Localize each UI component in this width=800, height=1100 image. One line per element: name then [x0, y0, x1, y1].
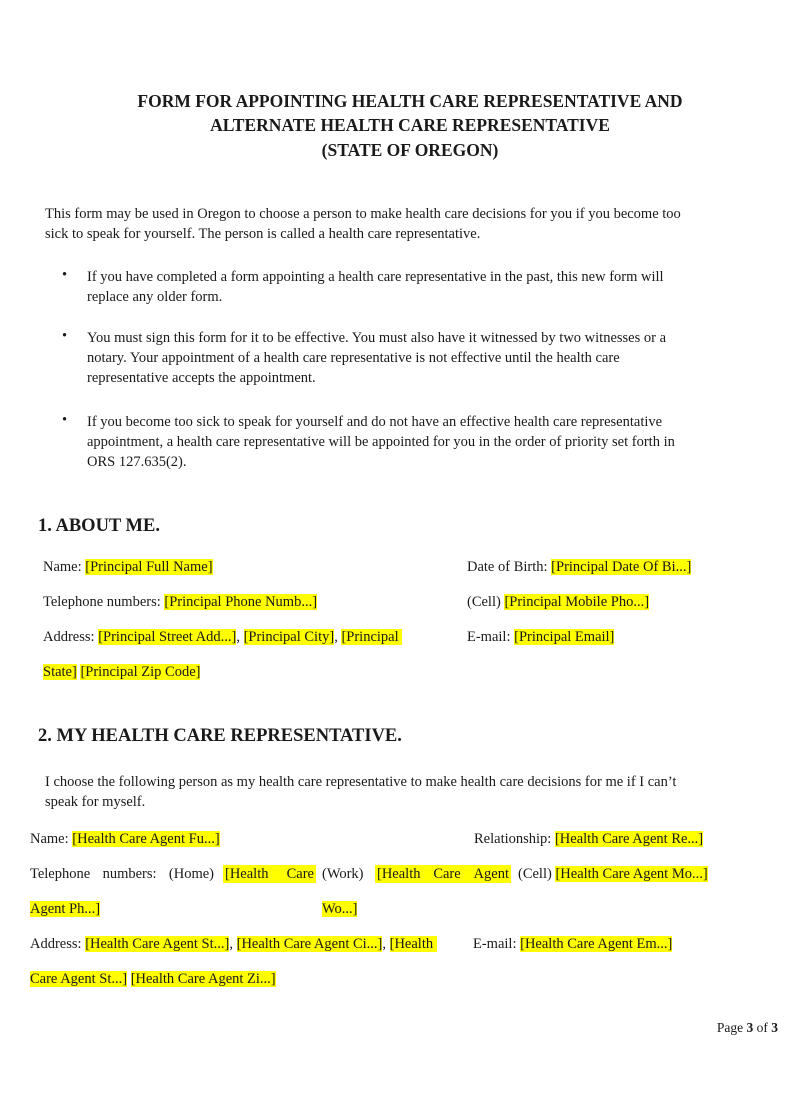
agent-address-label: Address: — [30, 936, 86, 952]
section-1-heading: 1. ABOUT ME. — [38, 516, 160, 536]
agent-phone-label-word: numbers: — [102, 866, 157, 882]
agent-relationship-label: Relationship: — [474, 831, 555, 847]
agent-state-field[interactable]: [Health — [390, 936, 437, 952]
agent-zip-field[interactable]: [Health Care Agent Zi...] — [130, 971, 276, 987]
intro-line-2: sick to speak for yourself. The person is called a health care representative. — [45, 226, 481, 242]
agent-cell-field[interactable]: [Health Care Agent Mo...] — [555, 866, 708, 882]
agent-state-field-cont[interactable]: Care Agent St...] — [30, 971, 128, 987]
agent-email-field[interactable]: [Health Care Agent Em...] — [520, 936, 673, 952]
separator: , — [229, 936, 237, 952]
bullet-1-line-1: If you have completed a form appointing a health care representative in the past, this new form will — [87, 269, 664, 285]
section-2-intro-line-2: speak for myself. — [45, 794, 146, 810]
principal-dob-row — [467, 558, 691, 576]
principal-address-label: Address: — [43, 629, 99, 645]
section-2-heading: 2. MY HEALTH CARE REPRESENTATIVE. — [38, 726, 402, 746]
principal-dob-field[interactable]: [Principal Date Of Bi...] — [551, 559, 692, 575]
agent-relationship-row — [474, 830, 703, 848]
separator: , — [334, 629, 342, 645]
agent-phone-label-word: Telephone — [30, 866, 91, 882]
agent-work-phone-field-cont-row — [322, 900, 357, 918]
page-current: 3 — [746, 1020, 754, 1035]
intro-paragraph — [45, 204, 681, 244]
bullet-icon: • — [62, 328, 68, 344]
agent-address-row-2 — [30, 970, 276, 988]
principal-name-row — [43, 558, 213, 576]
bullet-2-line-3: representative accepts the appointment. — [87, 370, 316, 386]
bullet-icon: • — [62, 267, 68, 283]
principal-cell-row — [467, 593, 649, 611]
page-total: 3 — [771, 1020, 778, 1035]
principal-city-field[interactable]: [Principal City] — [243, 629, 335, 645]
principal-street-field[interactable]: [Principal Street Add...] — [98, 629, 237, 645]
agent-email-label: E-mail: — [473, 936, 521, 952]
agent-cell-label: (Cell) — [518, 866, 556, 882]
agent-work-phone-field[interactable] — [375, 865, 511, 883]
principal-state-field[interactable]: [Principal — [341, 629, 401, 645]
agent-home-phone-field-cont[interactable]: Agent Ph...] — [30, 901, 101, 917]
agent-work-label: (Work) — [322, 866, 364, 882]
agent-home-phone-field[interactable] — [223, 865, 316, 883]
agent-work-phone-text: Care — [433, 866, 461, 882]
bullet-2-line-2: notary. Your appointment of a health care representative is not effective until the health care — [87, 350, 620, 366]
principal-phone-field[interactable]: [Principal Phone Numb...] — [164, 594, 318, 610]
agent-city-field[interactable]: [Health Care Agent Ci...] — [236, 936, 383, 952]
bullet-2-line-1: You must sign this form for it to be effective. You must also have it witnessed by two witnesses or a — [87, 330, 667, 346]
principal-cell-field[interactable]: [Principal Mobile Pho...] — [504, 594, 650, 610]
principal-state-field-cont[interactable]: State] — [43, 664, 77, 680]
page-label: Page — [716, 1020, 747, 1035]
bullet-1-line-2: replace any older form. — [87, 289, 223, 305]
form-title-line-3: (STATE OF OREGON) — [321, 140, 499, 160]
intro-line-1: This form may be used in Oregon to choose a person to make health care decisions for you if you become too — [45, 206, 681, 222]
principal-phone-label: Telephone numbers: — [43, 594, 165, 610]
section-2-intro — [45, 772, 676, 812]
agent-relationship-field[interactable]: [Health Care Agent Re...] — [554, 831, 704, 847]
principal-address-row-2 — [43, 663, 200, 681]
principal-name-label: Name: — [43, 559, 86, 575]
agent-work-phone-field-cont[interactable]: Wo...] — [322, 901, 358, 917]
agent-address-row — [30, 935, 437, 953]
page-number — [717, 1020, 778, 1036]
section-2-intro-line-1: I choose the following person as my health care representative to make health care decisions for me if I can’t — [45, 774, 677, 790]
form-title-line-2: ALTERNATE HEALTH CARE REPRESENTATIVE — [210, 115, 610, 135]
agent-name-field[interactable]: [Health Care Agent Fu...] — [72, 831, 220, 847]
agent-home-phone-field-cont-row — [30, 900, 100, 918]
principal-phone-row — [43, 593, 317, 611]
form-title-line-1: FORM FOR APPOINTING HEALTH CARE REPRESENTATIVE AND — [137, 91, 683, 111]
separator: , — [236, 629, 244, 645]
page-of: of — [753, 1020, 772, 1035]
principal-dob-label: Date of Birth: — [467, 559, 552, 575]
principal-name-field[interactable]: [Principal Full Name] — [85, 559, 213, 575]
agent-cell-row — [518, 865, 708, 883]
agent-work-phone-text: Agent — [473, 866, 509, 882]
agent-name-row — [30, 830, 220, 848]
agent-email-row — [473, 935, 672, 953]
separator: , — [382, 936, 390, 952]
agent-phone-label — [30, 865, 214, 883]
principal-cell-label: (Cell) — [467, 594, 505, 610]
principal-address-row — [43, 628, 402, 646]
principal-email-row — [467, 628, 614, 646]
agent-home-label: (Home) — [168, 866, 214, 882]
bullet-icon: • — [62, 412, 68, 428]
bullet-3-line-2: appointment, a health care representative will be appointed for you in the order of priority set forth in — [87, 434, 675, 450]
bullet-3-line-1: If you become too sick to speak for yourself and do not have an effective health care representative — [87, 414, 663, 430]
principal-zip-field[interactable]: [Principal Zip Code] — [80, 664, 201, 680]
agent-home-phone-text: [Health — [225, 866, 269, 882]
agent-home-phone-text: Care — [286, 866, 314, 882]
agent-street-field[interactable]: [Health Care Agent St...] — [85, 936, 230, 952]
agent-name-label: Name: — [30, 831, 73, 847]
principal-email-label: E-mail: — [467, 629, 515, 645]
bullet-3-line-3: ORS 127.635(2). — [87, 454, 187, 470]
principal-email-field[interactable]: [Principal Email] — [514, 629, 615, 645]
agent-work-phone-text: [Health — [377, 866, 421, 882]
